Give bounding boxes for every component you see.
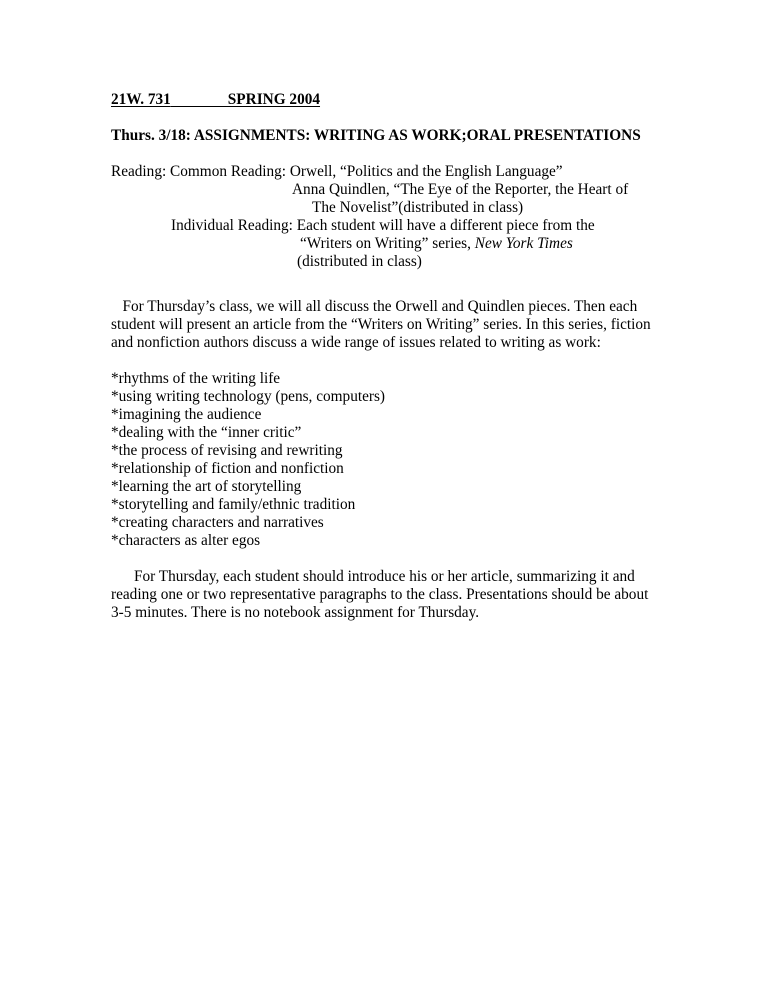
topic-item: *the process of revising and rewriting bbox=[111, 442, 343, 459]
course-header bbox=[111, 91, 320, 109]
common-reading-orwell: Orwell, “Politics and the English Language” bbox=[289, 163, 563, 180]
common-reading-label: Reading: Common Reading: bbox=[111, 163, 290, 180]
intro-line: and nonfiction authors discuss a wide range of issues related to writing as work: bbox=[111, 334, 601, 351]
topic-item: *creating characters and narratives bbox=[111, 514, 324, 531]
individual-reading-line-2 bbox=[300, 235, 573, 253]
common-reading-line-1 bbox=[111, 163, 563, 181]
individual-reading-series: “Writers on Writing” series, bbox=[300, 235, 475, 252]
intro-line: student will present an article from the “Writers on Writing” series. In this series, fiction bbox=[111, 316, 651, 333]
topic-item: *using writing technology (pens, computers) bbox=[111, 388, 386, 405]
header-underline-gap bbox=[171, 105, 228, 107]
topic-item: *rhythms of the writing life bbox=[111, 370, 281, 387]
common-reading-quindlen-cont: The Novelist”(distributed in class) bbox=[312, 199, 524, 216]
topic-item: *imagining the audience bbox=[111, 406, 262, 423]
topic-item: *storytelling and family/ethnic tradition bbox=[111, 496, 356, 513]
topic-item: *relationship of fiction and nonfiction bbox=[111, 460, 344, 477]
topic-item: *characters as alter egos bbox=[111, 532, 261, 549]
individual-reading-desc: Each student will have a different piece from the bbox=[296, 217, 595, 234]
closing-line: reading one or two representative paragraphs to the class. Presentations should be about bbox=[111, 586, 649, 603]
individual-reading-line-1 bbox=[171, 217, 595, 235]
common-reading-quindlen: Anna Quindlen, “The Eye of the Reporter, the Heart of bbox=[292, 181, 629, 198]
term: SPRING 2004 bbox=[227, 91, 321, 108]
assignment-title: Thurs. 3/18: ASSIGNMENTS: WRITING AS WORK;ORAL PRESENTATIONS bbox=[111, 127, 641, 144]
intro-line: For Thursday’s class, we will all discuss the Orwell and Quindlen pieces. Then each bbox=[111, 298, 638, 315]
individual-reading-publication: New York Times bbox=[474, 235, 573, 252]
individual-reading-label: Individual Reading: bbox=[171, 217, 297, 234]
topic-item: *learning the art of storytelling bbox=[111, 478, 302, 495]
individual-reading-line-3: (distributed in class) bbox=[297, 253, 422, 270]
topic-item: *dealing with the “inner critic” bbox=[111, 424, 302, 441]
closing-line: For Thursday, each student should introduce his or her article, summarizing it and bbox=[111, 568, 635, 585]
closing-line: 3-5 minutes. There is no notebook assignment for Thursday. bbox=[111, 604, 480, 621]
course-number: 21W. 731 bbox=[111, 91, 171, 108]
